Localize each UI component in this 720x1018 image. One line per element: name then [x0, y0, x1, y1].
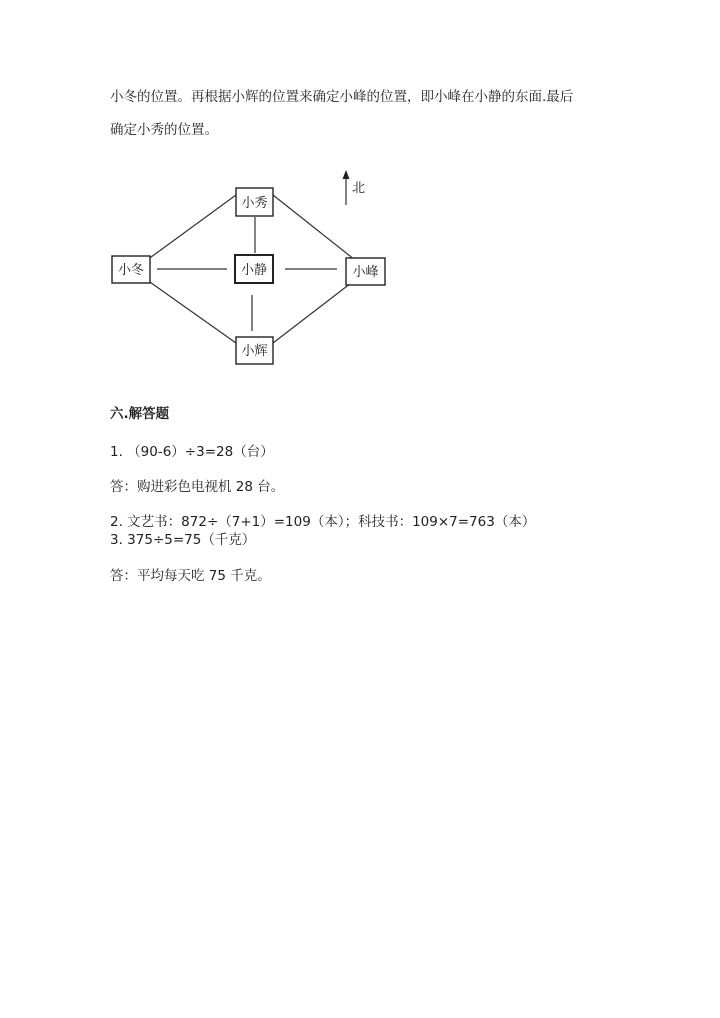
answer-1-calculation: 1. （90-6）÷3=28（台）	[110, 444, 274, 460]
node-xiaodong	[112, 256, 150, 283]
north-arrow-icon	[343, 170, 350, 179]
node-xiaohui	[236, 337, 273, 364]
node-xiaohui-label: 小辉	[241, 344, 268, 359]
connector-feng-hui	[273, 280, 355, 343]
north-label: 北	[352, 181, 366, 196]
answer-3-calculation: 3. 375÷5=75（千克）	[110, 532, 256, 548]
answer-3-statement: 答：平均每天吃 75 千克。	[110, 568, 271, 584]
explanation-line-2: 确定小秀的位置。	[110, 122, 218, 138]
connector-xiu-feng	[273, 195, 355, 260]
answer-2-calculation: 2. 文艺书：872÷（7+1）=109（本）；科技书：109×7=763（本）	[110, 514, 536, 530]
node-xiaojing-label: 小静	[240, 263, 268, 278]
position-diagram	[105, 165, 395, 370]
node-xiaofeng-label: 小峰	[352, 265, 379, 280]
section-title: 六.解答题	[110, 406, 170, 422]
node-xiaofeng	[346, 258, 385, 285]
node-xiaoxiu-label: 小秀	[241, 196, 268, 211]
connector-dong-hui	[147, 280, 236, 343]
explanation-line-1: 小冬的位置。再根据小辉的位置来确定小峰的位置，即小峰在小静的东面.最后	[110, 89, 574, 105]
node-xiaojing	[235, 255, 273, 283]
node-xiaoxiu	[236, 188, 273, 216]
connector-xiu-dong	[147, 195, 236, 260]
node-xiaodong-label: 小冬	[117, 263, 145, 278]
answer-1-statement: 答：购进彩色电视机 28 台。	[110, 479, 285, 495]
